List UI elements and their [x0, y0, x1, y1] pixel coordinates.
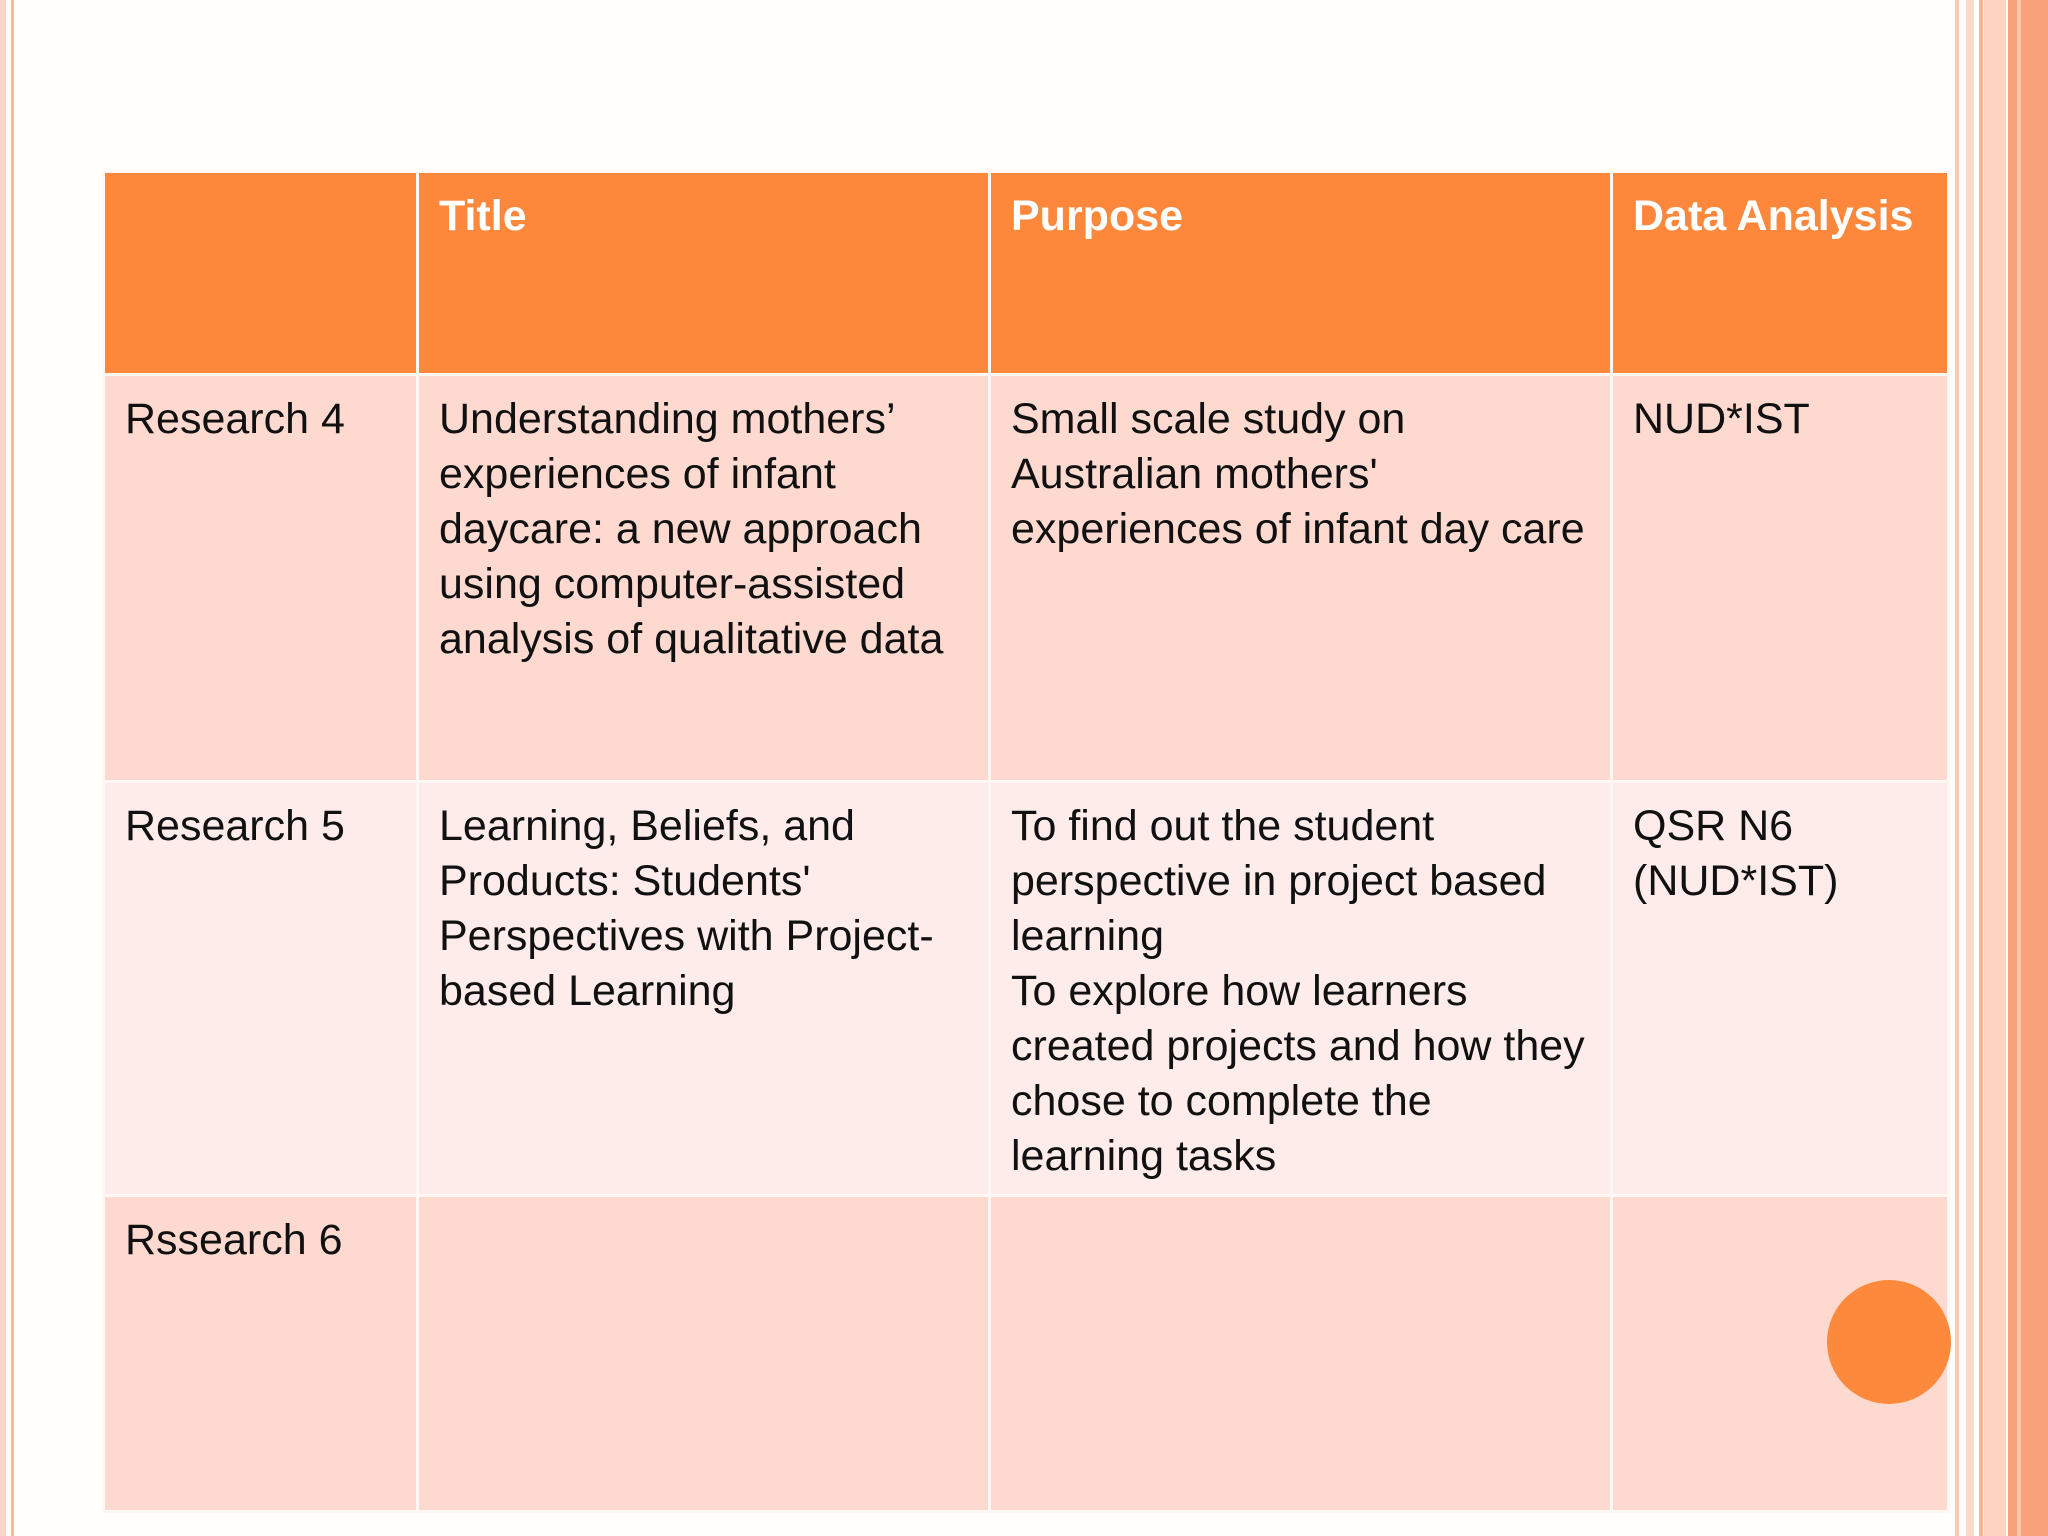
- left-border-line: [11, 0, 14, 1536]
- table-header-row: [104, 172, 1949, 375]
- purpose-line: Small scale study on Australian mothers' experiences of infant day care: [1011, 395, 1585, 553]
- purpose-line: To explore how learners created projects and how they chose to complete the learning tasks: [1011, 967, 1585, 1180]
- analysis-cell: NUD*IST: [1612, 375, 1949, 782]
- right-border-line: [1966, 0, 1974, 1536]
- title-cell: Understanding mothers’ experiences of infant daycare: a new approach using computer-assisted analysis of qualitative data: [418, 375, 990, 782]
- header-cell: [104, 172, 418, 375]
- table-row: [104, 1196, 1949, 1512]
- decorative-circle: [1827, 1280, 1951, 1404]
- purpose-line: To find out the student perspective in project based learning: [1011, 802, 1547, 960]
- header-cell: Purpose: [990, 172, 1612, 375]
- header-cell: Title: [418, 172, 990, 375]
- header-cell: Data Analysis: [1612, 172, 1949, 375]
- purpose-cell: [990, 375, 1612, 782]
- right-border-line: [2008, 0, 2048, 1536]
- title-cell: Learning, Beliefs, and Products: Students' Perspectives with Project-based Learning: [418, 782, 990, 1196]
- row-label-cell: Rssearch 6: [104, 1196, 418, 1512]
- table-row: [104, 782, 1949, 1196]
- row-label-cell: Research 4: [104, 375, 418, 782]
- right-border-line: [1955, 0, 1959, 1536]
- purpose-cell: [990, 1196, 1612, 1512]
- left-border-line: [0, 0, 6, 1536]
- research-table: [102, 170, 1950, 1513]
- right-border-line: [1984, 0, 2006, 1536]
- table-row: [104, 375, 1949, 782]
- purpose-cell: [990, 782, 1612, 1196]
- right-border-line: [1979, 0, 1983, 1536]
- analysis-cell: QSR N6 (NUD*IST): [1612, 782, 1949, 1196]
- row-label-cell: Research 5: [104, 782, 418, 1196]
- right-border-line: [2017, 0, 2021, 1536]
- title-cell: [418, 1196, 990, 1512]
